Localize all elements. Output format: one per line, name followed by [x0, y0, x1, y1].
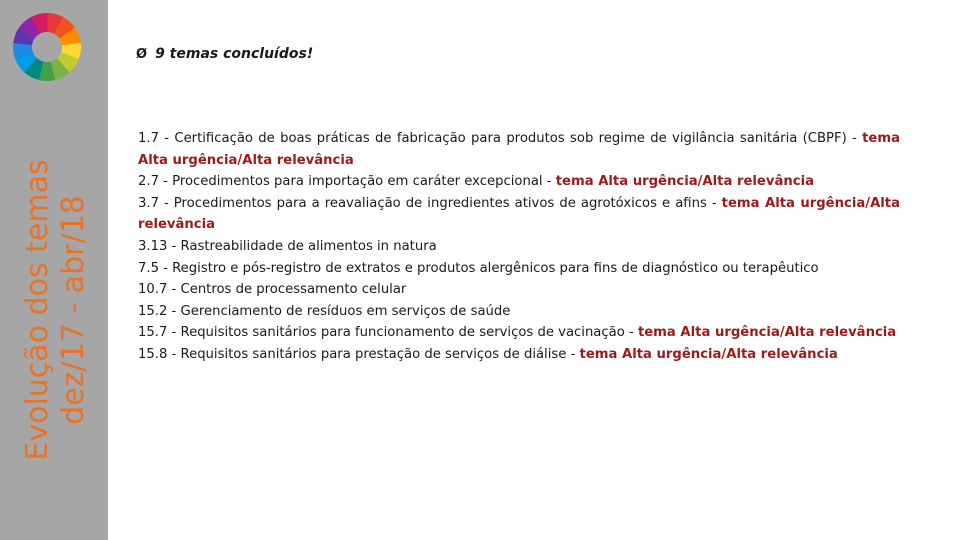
- item-text: 15.8 - Requisitos sanitários para prestação de serviços de diálise -: [138, 346, 580, 362]
- vertical-title-line1: Evolução dos temas: [20, 159, 55, 461]
- headline-text: 9 temas concluídos!: [155, 46, 314, 62]
- item-text: 10.7 - Centros de processamento celular: [138, 282, 407, 298]
- item-text: 3.7 - Procedimentos para a reavaliação de ingredientes ativos de agrotóxicos e afins -: [138, 195, 722, 211]
- topics-list: [138, 128, 900, 366]
- item-text: 1.7 - Certificação de boas práticas de fabricação para produtos sob regime de vigilância sanitária (CBPF) -: [138, 131, 863, 146]
- item-text: 15.2 - Gerenciamento de resíduos em serviços de saúde: [138, 303, 511, 319]
- list-item: [138, 128, 900, 171]
- sidebar-panel: [0, 0, 108, 540]
- list-item: [138, 171, 900, 193]
- item-text: 7.5 - Registro e pós-registro de extratos e produtos alergênicos para fins de diagnóstico ou terapêutico: [138, 260, 819, 276]
- headline: [136, 46, 313, 62]
- list-item: [138, 301, 900, 323]
- list-item: [138, 279, 900, 301]
- vertical-title: [20, 159, 92, 460]
- item-text: 2.7 - Procedimentos para importação em caráter excepcional -: [138, 174, 556, 190]
- item-text: 3.13 - Rastreabilidade de alimentos in natura: [138, 238, 437, 254]
- list-item: [138, 193, 900, 236]
- list-item: [138, 258, 900, 280]
- item-tag: tema Alta urgência/Alta relevância: [579, 346, 838, 362]
- item-text: 15.7 - Requisitos sanitários para funcionamento de serviços de vacinação -: [138, 325, 638, 341]
- color-wheel-icon: [12, 12, 82, 82]
- item-tag: tema Alta urgência/Alta relevância: [555, 174, 814, 190]
- item-tag: tema Alta urgência/Alta relevância: [138, 131, 900, 168]
- item-tag: tema Alta urgência/Alta relevância: [138, 195, 900, 233]
- list-item: [138, 236, 900, 258]
- list-item: [138, 322, 900, 344]
- item-tag: tema Alta urgência/Alta relevância: [637, 325, 897, 341]
- list-item: [138, 344, 900, 366]
- vertical-title-line2: dez/17 - abr/18: [56, 195, 91, 425]
- bullet-arrow-icon: Ø: [136, 47, 148, 62]
